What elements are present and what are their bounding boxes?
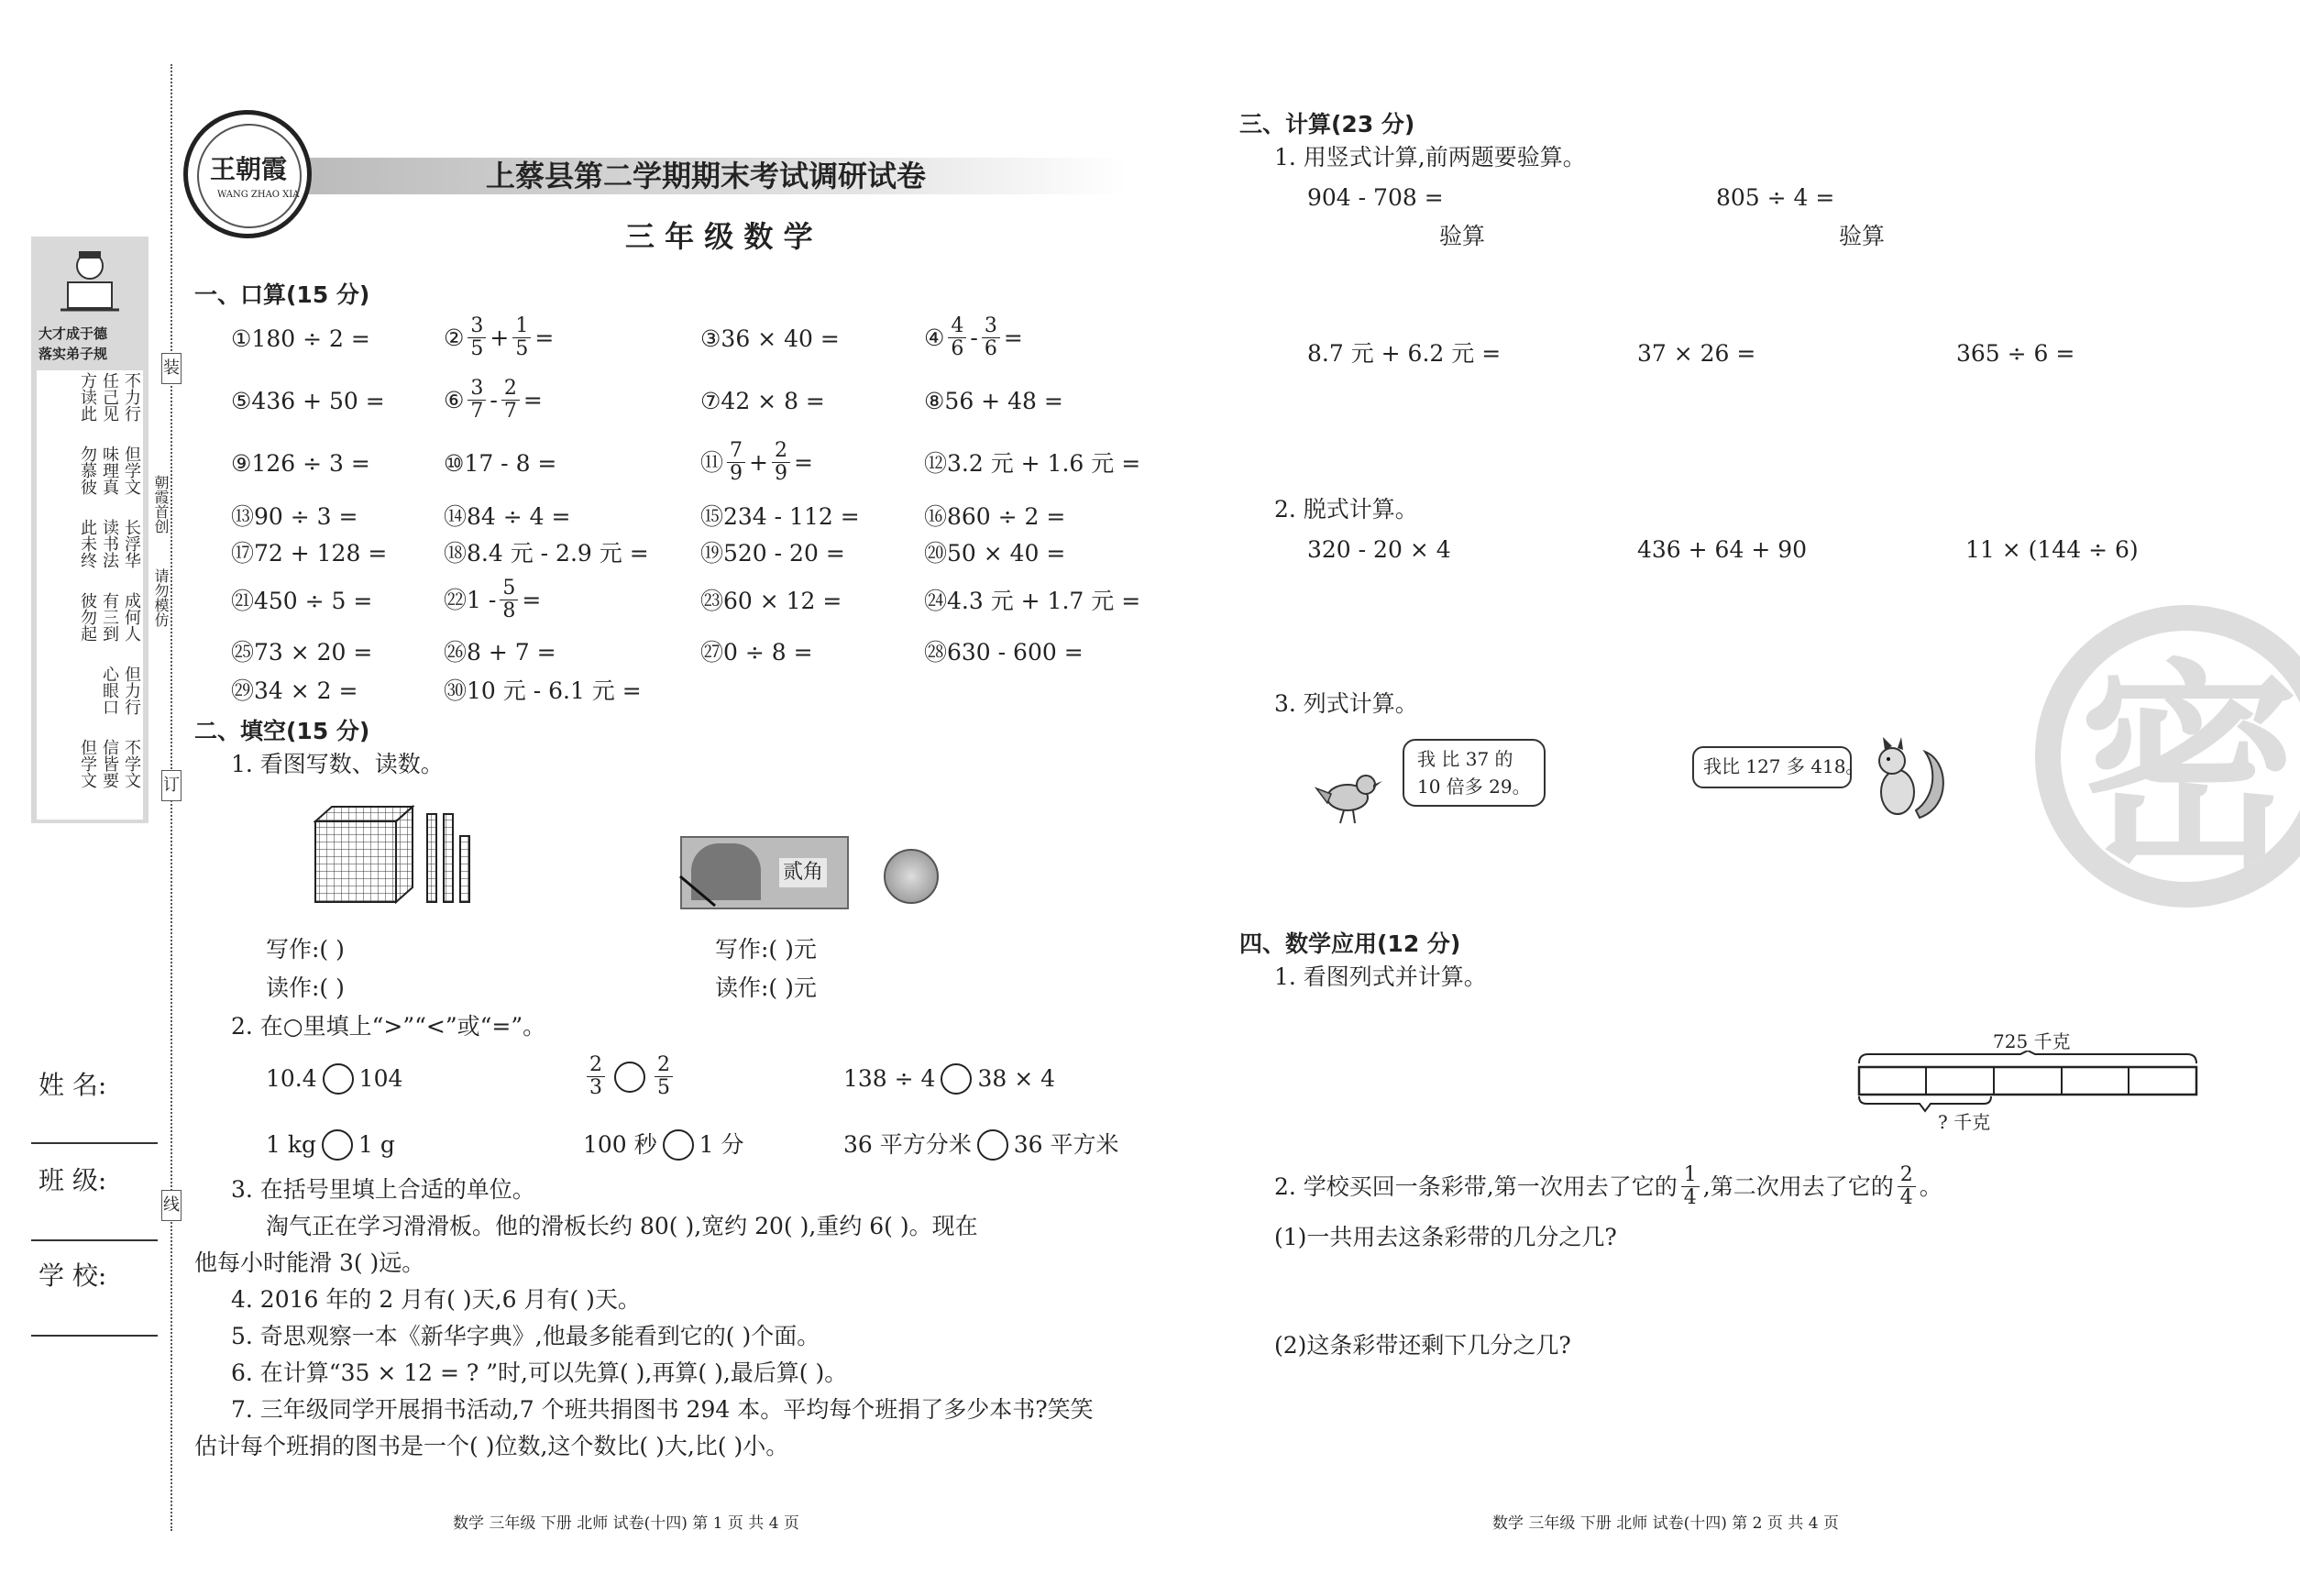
problem-21: ㉑450 ÷ 5 = (231, 588, 373, 614)
verse: 味理真 (100, 446, 119, 495)
problem-23: ㉓60 × 12 = (700, 588, 842, 614)
bird-icon (1313, 757, 1386, 831)
page-title: 上蔡县第二学期期末考试调研试卷 (486, 159, 927, 193)
verse: 长浮华 (122, 519, 141, 568)
problem-16: ⑯860 ÷ 2 = (924, 503, 1066, 530)
scholar-icon (51, 246, 128, 319)
coin (884, 849, 939, 904)
footer-left: 数学 三年级 下册 北师 试卷(十四) 第 1 页 共 4 页 (453, 1514, 799, 1533)
banknote (680, 836, 849, 909)
calc-problem: 365 ÷ 6 = (1956, 340, 2075, 367)
calc-problem: 37 × 26 = (1637, 340, 1756, 367)
compare-5: 100 秒 1 分 (583, 1129, 744, 1161)
problem-24: ㉔4.3 元 + 1.7 元 = (924, 588, 1141, 614)
calc-problem: 805 ÷ 4 = (1716, 184, 1835, 211)
fold-mark: 订 (161, 770, 182, 801)
section-heading: 二、填空(15 分) (194, 718, 370, 744)
rod-blocks-icon (424, 812, 479, 908)
question-text: 淘气正在学习滑滑板。他的滑板长约 80( ),宽约 20( ),重约 6( )。现在 (266, 1213, 978, 1239)
calc-problem: 904 - 708 = (1307, 184, 1444, 211)
problem-7: ⑦42 × 8 = (700, 388, 825, 414)
question: 2. 在○里填上“>”“<”或“=”。 (231, 1013, 546, 1040)
banknote-value: 贰角 (779, 858, 827, 887)
verse: 勿慕彼 (78, 446, 97, 495)
problem-20: ⑳50 × 40 = (924, 540, 1066, 567)
calc-problem: 8.7 元 + 6.2 元 = (1307, 340, 1502, 367)
page-subtitle: 三 年 级 数 学 (625, 219, 813, 254)
verse: 此未终 (78, 519, 97, 568)
verse: 但学文 (78, 739, 97, 788)
compare-circle[interactable] (663, 1129, 694, 1161)
motto-line: 大才成于德 (39, 325, 108, 342)
question: 1. 用竖式计算,前两题要验算。 (1274, 144, 1586, 171)
check-label: 验算 (1439, 223, 1486, 249)
problem-11: ⑪ $\frac{7}{9}$ + $\frac{2}{9}$ = (700, 439, 813, 485)
question: 5. 奇思观察一本《新华字典》,他最多能看到它的( )个面。 (231, 1323, 820, 1349)
problem-1: ①180 ÷ 2 = (231, 325, 370, 352)
sub-question: (1)一共用去这条彩带的几分之几? (1274, 1224, 1617, 1250)
question: 2. 学校买回一条彩带,第一次用去了它的 $\frac{1}{4}$ ,第二次用去了它的 $\frac{2}{4}$ 。 (1274, 1163, 1942, 1209)
compare-circle[interactable] (323, 1063, 354, 1095)
watermark-text: 密 (2079, 639, 2300, 897)
question: 7. 三年级同学开展捐书活动,7 个班共捐图书 294 本。平均每个班捐了多少本书?笑笑 (231, 1396, 1094, 1423)
problem-15: ⑮234 - 112 = (700, 503, 860, 530)
question: 3. 在括号里填上合适的单位。 (231, 1176, 535, 1203)
question-text: 他每小时能滑 3( )远。 (194, 1249, 425, 1276)
class-label: 班 级: (39, 1165, 107, 1195)
compare-circle[interactable] (322, 1129, 353, 1161)
compare-2: $\frac{2}{3}$ $\frac{2}{5}$ (583, 1054, 677, 1099)
problem-10: ⑩17 - 8 = (444, 450, 557, 477)
read-field[interactable]: 读作:( ) (266, 974, 345, 1001)
problem-27: ㉗0 ÷ 8 = (700, 639, 813, 666)
verse: 信皆要 (100, 739, 119, 788)
problem-2: ② $\frac{3}{5}$ + $\frac{1}{5}$ = (444, 314, 555, 360)
diagram-total-label: 725 千克 (1993, 1030, 2071, 1052)
verse: 有三到 (100, 592, 119, 642)
brand-note: 朝霞首创 (152, 475, 170, 534)
calc-problem: 436 + 64 + 90 (1637, 536, 1808, 563)
question: 3. 列式计算。 (1274, 690, 1418, 717)
verse: 成何人 (122, 592, 141, 642)
read-yuan-field[interactable]: 读作:( )元 (715, 974, 817, 1001)
problem-29: ㉙34 × 2 = (231, 677, 358, 704)
problem-25: ㉕73 × 20 = (231, 639, 373, 666)
logo-sub: WANG ZHAO XIA (217, 190, 300, 200)
problem-28: ㉘630 - 600 = (924, 639, 1084, 666)
problem-8: ⑧56 + 48 = (924, 388, 1063, 414)
check-label: 验算 (1839, 223, 1886, 249)
fold-mark: 线 (161, 1190, 182, 1221)
class-field[interactable] (31, 1239, 158, 1241)
section-heading: 一、口算(15 分) (194, 281, 370, 308)
write-yuan-field[interactable]: 写作:( )元 (715, 936, 817, 963)
compare-circle[interactable] (614, 1062, 645, 1093)
problem-9: ⑨126 ÷ 3 = (231, 450, 370, 477)
logo (183, 110, 312, 238)
verse: 任己见 (100, 372, 119, 422)
school-field[interactable] (31, 1335, 158, 1337)
verse: 但学文 (122, 446, 141, 495)
verse: 方读此 (78, 372, 97, 422)
speech-bubble: 我比 127 多 418。 (1692, 746, 1852, 788)
sub-question: (2)这条彩带还剩下几分之几? (1274, 1332, 1571, 1359)
question: 1. 看图写数、读数。 (231, 751, 444, 777)
footer-right: 数学 三年级 下册 北师 试卷(十四) 第 2 页 共 4 页 (1492, 1514, 1839, 1533)
verse: 不学文 (122, 739, 141, 788)
problem-3: ③36 × 40 = (700, 325, 840, 352)
problem-6: ⑥ $\frac{3}{7}$ - $\frac{2}{7}$ = (444, 377, 543, 423)
write-field[interactable]: 写作:( ) (266, 936, 345, 963)
question: 2. 脱式计算。 (1274, 496, 1418, 523)
problem-5: ⑤436 + 50 = (231, 388, 385, 414)
calc-problem: 320 - 20 × 4 (1307, 536, 1451, 563)
verse: 心眼口 (100, 666, 119, 715)
logo-text: 王朝霞 (210, 154, 288, 184)
verse: 但力行 (122, 666, 141, 715)
verse: 读书法 (100, 519, 119, 568)
problem-18: ⑱8.4 元 - 2.9 元 = (444, 540, 649, 567)
sidebar-panel (31, 237, 149, 823)
name-label: 姓 名: (39, 1070, 107, 1100)
question-text: 估计每个班捐的图书是一个( )位数,这个数比( )大,比( )小。 (194, 1433, 789, 1459)
problem-30: ㉚10 元 - 6.1 元 = (444, 677, 642, 704)
problem-12: ⑫3.2 元 + 1.6 元 = (924, 450, 1141, 477)
problem-22: ㉒1 - $\frac{5}{8}$ = (444, 577, 542, 622)
compare-1: 10.4 104 (266, 1063, 402, 1095)
bar-diagram (1855, 1051, 2204, 1118)
problem-4: ④ $\frac{4}{6}$ - $\frac{3}{6}$ = (924, 314, 1023, 360)
compare-circle[interactable] (941, 1063, 972, 1095)
problem-17: ⑰72 + 128 = (231, 540, 388, 567)
problem-13: ⑬90 ÷ 3 = (231, 503, 358, 530)
watermark-seal (2035, 605, 2300, 908)
compare-6: 36 平方分米 36 平方米 (843, 1129, 1119, 1161)
compare-4: 1 kg 1 g (266, 1129, 395, 1161)
compare-3: 138 ÷ 4 38 × 4 (843, 1063, 1055, 1095)
problem-19: ⑲520 - 20 = (700, 540, 845, 567)
diagram-part-label: ? 千克 (1938, 1111, 1991, 1133)
brand-note: 请勿模仿 (152, 568, 170, 627)
motto-line: 落实弟子规 (39, 346, 108, 362)
problem-26: ㉖8 + 7 = (444, 639, 556, 666)
name-field[interactable] (31, 1142, 158, 1144)
speech-bubble: 我 比 37 的 10 倍多 29。 (1403, 739, 1546, 807)
question: 4. 2016 年的 2 月有( )天,6 月有( )天。 (231, 1286, 641, 1313)
squirrel-icon (1865, 733, 1947, 825)
calc-problem: 11 × (144 ÷ 6) (1965, 536, 2139, 563)
question: 6. 在计算“35 × 12 = ? ”时,可以先算( ),再算( ),最后算( )。 (231, 1359, 848, 1386)
school-label: 学 校: (39, 1260, 107, 1291)
section-heading: 三、计算(23 分) (1239, 111, 1415, 138)
problem-14: ⑭84 ÷ 4 = (444, 503, 571, 530)
section-heading: 四、数学应用(12 分) (1239, 930, 1461, 957)
verse: 不力行 (122, 372, 141, 422)
verse: 彼勿起 (78, 592, 97, 642)
fold-mark: 装 (161, 353, 182, 384)
compare-circle[interactable] (977, 1129, 1008, 1161)
question: 1. 看图列式并计算。 (1274, 963, 1487, 990)
